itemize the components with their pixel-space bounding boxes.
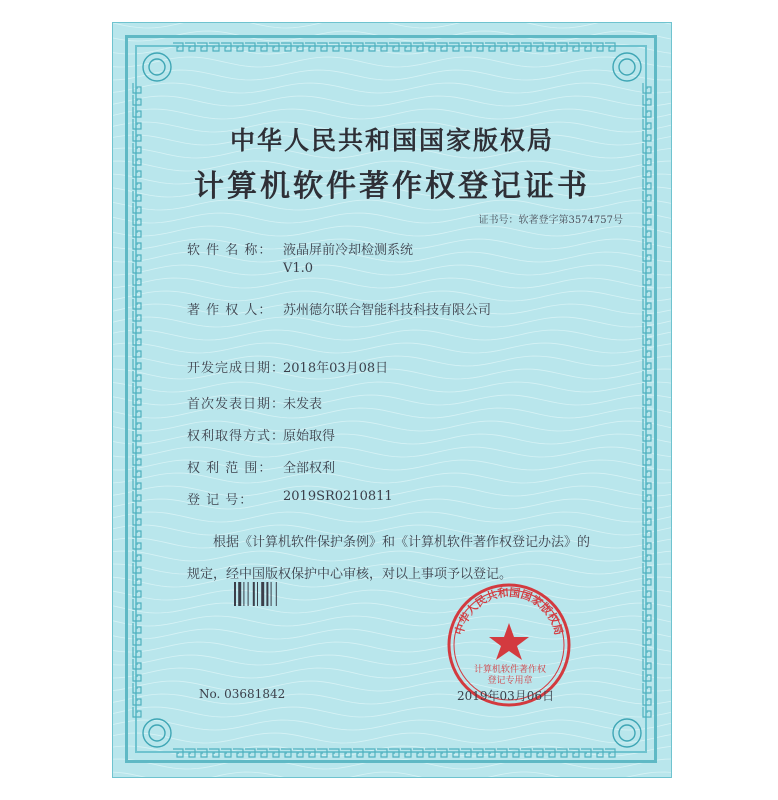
owner-value: 苏州德尔联合智能科技科技有限公司 (283, 303, 492, 318)
issuer-title: 中华人民共和国国家版权局 (229, 126, 554, 155)
svg-text:中华人民共和国国家版权局: 中华人民共和国国家版权局 (452, 586, 566, 637)
certificate-sheet (112, 22, 672, 778)
acquisition-label: 权利取得方式： (187, 429, 286, 444)
owner-label: 著 作 权 人： (187, 303, 273, 318)
certificate-title: 计算机软件著作权登记证书 (194, 169, 590, 204)
seal-inner-text (465, 665, 555, 687)
scope-value: 全部权利 (283, 461, 336, 476)
certificate-number: 证书号：软著登字第3574757号 (478, 215, 623, 226)
acquisition-value: 原始取得 (283, 429, 336, 444)
completion-date-label: 开发完成日期： (187, 361, 286, 376)
statement-line-2: 规定，经中国版权保护中心审核，对以上事项予以登记。 (187, 567, 513, 582)
issue-date: 2019年03月06日 (457, 689, 555, 703)
registration-value: 2019SR0210811 (283, 489, 393, 504)
serial-number: No. 03681842 (199, 687, 286, 701)
statement-line-1: 根据《计算机软件保护条例》和《计算机软件著作权登记办法》的 (213, 535, 591, 550)
seal-inner-line-1: 计算机软件著作权 (473, 665, 546, 675)
seal-inner-line-2: 登记专用章 (487, 676, 533, 686)
software-name-label: 软 件 名 称： (187, 243, 273, 258)
publish-date-value: 未发表 (283, 397, 323, 412)
software-version-value: V1.0 (283, 261, 314, 276)
completion-date-value: 2018年03月08日 (283, 361, 389, 376)
barcode-image (233, 581, 285, 607)
software-name-value: 液晶屏前冷却检测系统 (283, 243, 414, 258)
publish-date-label: 首次发表日期： (187, 397, 286, 412)
scope-label: 权 利 范 围： (187, 461, 273, 476)
registration-label: 登 记 号： (187, 493, 254, 508)
